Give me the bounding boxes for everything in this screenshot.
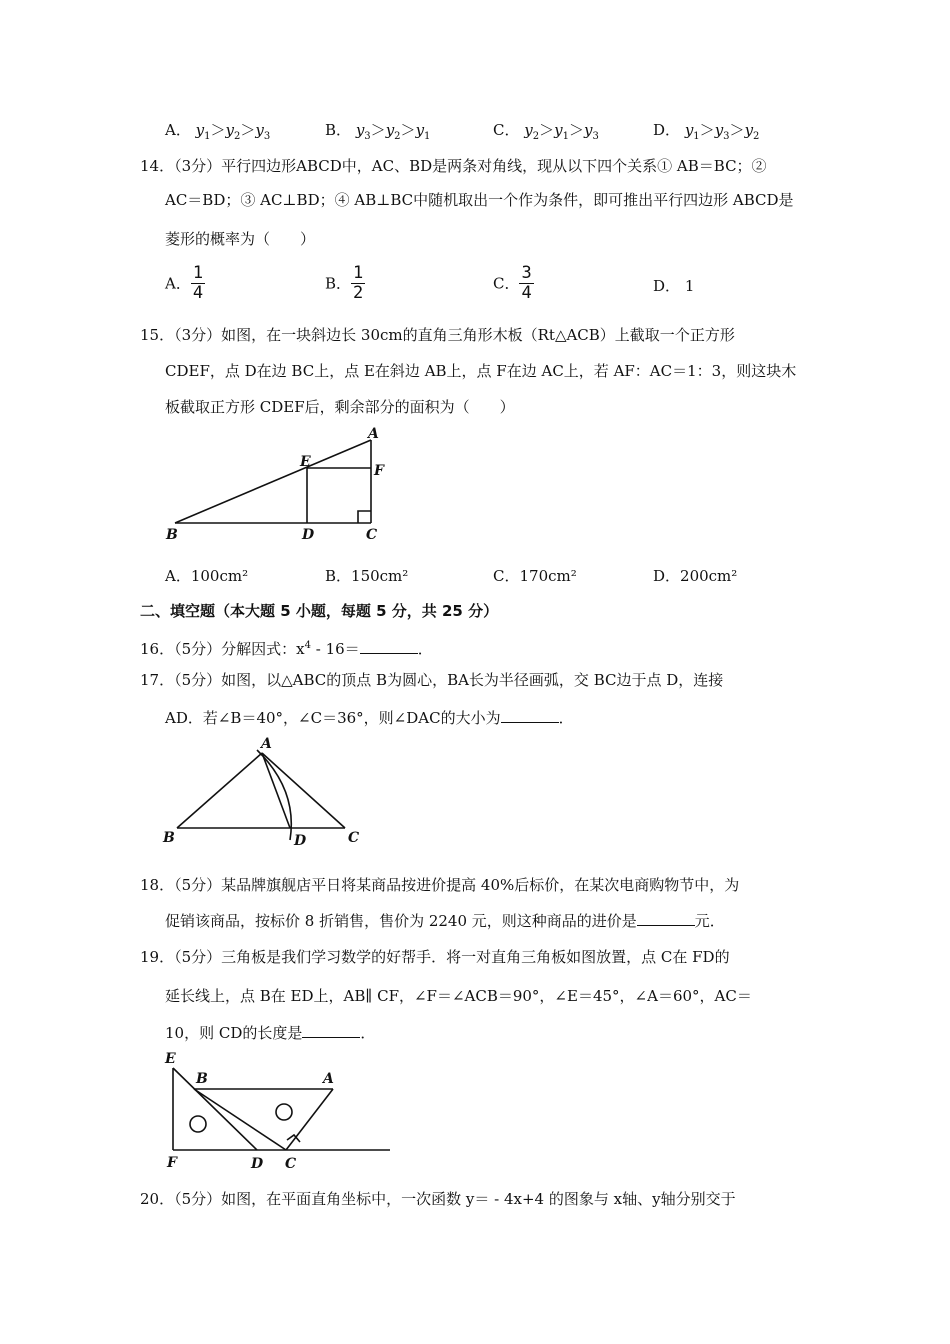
q13-option-a: A． $y_1>y_2>y_3$ (165, 121, 271, 142)
q15-label-e: E (300, 454, 311, 470)
q19-label-c: C (285, 1156, 297, 1172)
q19-line-1: 19．（5分）三角板是我们学习数学的好帮手．将一对直角三角板如图放置，点 C在 FD的 (140, 948, 730, 966)
q15-label-f: F (374, 463, 384, 479)
q19-line-2: 延长线上，点 B在 ED上，AB∥ CF，∠F＝∠ACB＝90°，∠E＝45°，∠A＝60°，AC＝ (165, 987, 752, 1005)
q15-option-b: B．150cm² (325, 567, 409, 585)
q17-label-d: D (294, 833, 307, 849)
q20-line-1: 20．（5分）如图，在平面直角坐标中，一次函数 y＝ - 4x+4 的图象与 x轴、y轴分别交于 (140, 1190, 736, 1208)
q15-option-c: C．170cm² (493, 567, 577, 585)
q19-label-e: E (165, 1051, 176, 1067)
q15-option-a: A．100cm² (165, 567, 249, 585)
q14-option-b: B． $\frac{1}{2}$ (325, 263, 364, 303)
q17-label-b: B (163, 830, 175, 846)
q13-option-b: B． $y_3>y_2>y_1$ (325, 121, 431, 142)
q16-line: 16．（5分）分解因式：$x^4 - 16=$ ． (140, 640, 433, 658)
q17-label-a: A (261, 736, 272, 752)
q14-option-c: C． $\frac{3}{4}$ (493, 263, 532, 303)
q15-line-1: 15．（3分）如图，在一块斜边长 30cm的直角三角形木板（Rt△ACB）上截取一个正方形 (140, 326, 735, 344)
q19-label-a: A (323, 1071, 334, 1087)
q15-label-b: B (166, 527, 178, 543)
q14-line-2: AC＝BD；③ AC⊥BD；④ AB⊥BC中随机取出一个作为条件，即可推出平行四边形 ABCD是 (165, 191, 794, 209)
q19-label-b: B (196, 1071, 208, 1087)
q13-option-d: D． $y_1>y_3>y_2$ (653, 121, 760, 142)
q14-option-a: A． $\frac{1}{4}$ (165, 263, 204, 303)
q19-label-f: F (167, 1155, 177, 1171)
q17-line-2: AD．若∠B＝40°，∠C＝36°，则∠DAC的大小为 ． (165, 709, 574, 727)
q14-line-3: 菱形的概率为（ ） (165, 230, 316, 248)
q15-line-2: CDEF，点 D在边 BC上，点 E在斜边 AB上，点 F在边 AC上，若 AF：AC＝1：3，则这块木 (165, 362, 797, 380)
q19-label-d: D (251, 1156, 264, 1172)
section-2-title: 二、填空题（本大题 5 小题，每题 5 分，共 25 分） (140, 602, 499, 620)
q15-label-d: D (302, 527, 315, 543)
q17-line-1: 17．（5分）如图，以△ABC的顶点 B为圆心，BA长为半径画弧，交 BC边于点 D，连接 (140, 671, 724, 689)
q13-option-c: C． $y_2>y_1>y_3$ (493, 121, 599, 142)
q17-label-c: C (348, 830, 360, 846)
q15-label-c: C (366, 527, 378, 543)
q19-line-3: 10，则 CD的长度是 ． (165, 1024, 376, 1042)
q15-label-a: A (368, 426, 379, 442)
q15-line-3: 板截取正方形 CDEF后，剩余部分的面积为（ ） (165, 398, 515, 416)
q18-line-1: 18．（5分）某品牌旗舰店平日将某商品按进价提高 40%后标价，在某次电商购物节中，为 (140, 876, 740, 894)
q14-line-1: 14．（3分）平行四边形ABCD中，AC、BD是两条对角线，现从以下四个关系① AB＝BC；② (140, 157, 767, 175)
q15-option-d: D．200cm² (653, 567, 738, 585)
q18-line-2: 促销该商品，按标价 8 折销售，售价为 2240 元，则这种商品的进价是 元． (165, 912, 725, 930)
q14-option-d: D． 1 (653, 277, 695, 295)
